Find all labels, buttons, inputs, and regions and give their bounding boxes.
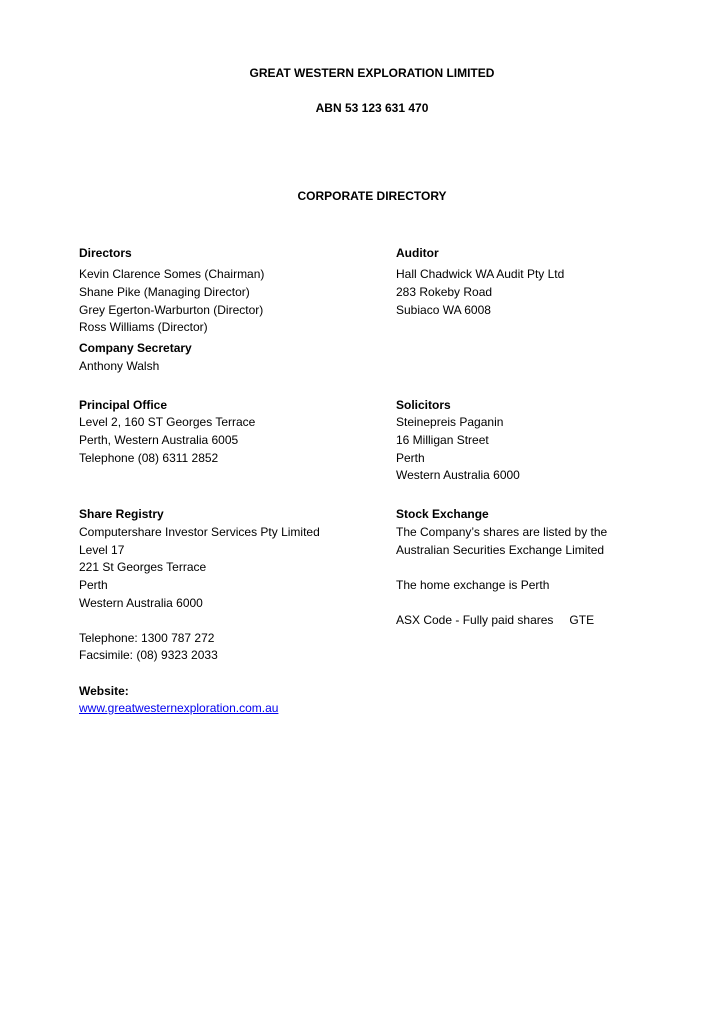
abn: ABN 53 123 631 470	[315, 101, 429, 115]
auditor-line: Subiaco WA 6008	[396, 303, 491, 317]
page-title: CORPORATE DIRECTORY	[297, 189, 447, 203]
company-secretary-heading: Company Secretary	[79, 341, 192, 355]
director-line: Kevin Clarence Somes (Chairman)	[79, 267, 265, 281]
share-registry-line: 221 St Georges Terrace	[79, 560, 207, 574]
share-registry-line: Level 17	[79, 543, 125, 557]
share-registry-telephone: Telephone: 1300 787 272	[79, 631, 215, 645]
auditor-line: 283 Rokeby Road	[396, 285, 493, 299]
share-registry-line: Western Australia 6000	[79, 596, 203, 610]
asx-code-label: ASX Code - Fully paid shares	[396, 613, 554, 627]
stock-exchange-heading: Stock Exchange	[396, 507, 489, 521]
director-line: Grey Egerton-Warburton (Director)	[79, 303, 264, 317]
company-name: GREAT WESTERN EXPLORATION LIMITED	[249, 66, 495, 80]
website-link[interactable]: www.greatwesternexploration.com.au	[79, 701, 279, 715]
share-registry-line: Perth	[79, 578, 108, 592]
solicitors-heading: Solicitors	[396, 398, 451, 412]
solicitors-line: 16 Milligan Street	[396, 433, 489, 447]
solicitors-line: Perth	[396, 451, 425, 465]
home-exchange: The home exchange is Perth	[396, 578, 550, 592]
asx-code-row	[396, 612, 594, 630]
principal-office-heading: Principal Office	[79, 398, 168, 412]
auditor-heading: Auditor	[396, 246, 439, 260]
auditor-line: Hall Chadwick WA Audit Pty Ltd	[396, 267, 565, 281]
share-registry-facsimile: Facsimile: (08) 9323 2033	[79, 648, 218, 662]
solicitors-line: Steinepreis Paganin	[396, 415, 504, 429]
company-secretary-line: Anthony Walsh	[79, 359, 160, 373]
principal-office-line: Telephone (08) 6311 2852	[79, 451, 219, 465]
share-registry-line: Computershare Investor Services Pty Limited	[79, 525, 320, 539]
website-heading: Website:	[79, 684, 129, 698]
share-registry-heading: Share Registry	[79, 507, 164, 521]
directors-heading: Directors	[79, 246, 132, 260]
solicitors-line: Western Australia 6000	[396, 468, 520, 482]
director-line: Shane Pike (Managing Director)	[79, 285, 250, 299]
director-line: Ross Williams (Director)	[79, 320, 208, 334]
principal-office-line: Perth, Western Australia 6005	[79, 433, 239, 447]
asx-code-value: GTE	[569, 613, 595, 627]
principal-office-line: Level 2, 160 ST Georges Terrace	[79, 415, 256, 429]
stock-exchange-line: The Company’s shares are listed by the	[396, 525, 608, 539]
stock-exchange-line: Australian Securities Exchange Limited	[396, 543, 605, 557]
